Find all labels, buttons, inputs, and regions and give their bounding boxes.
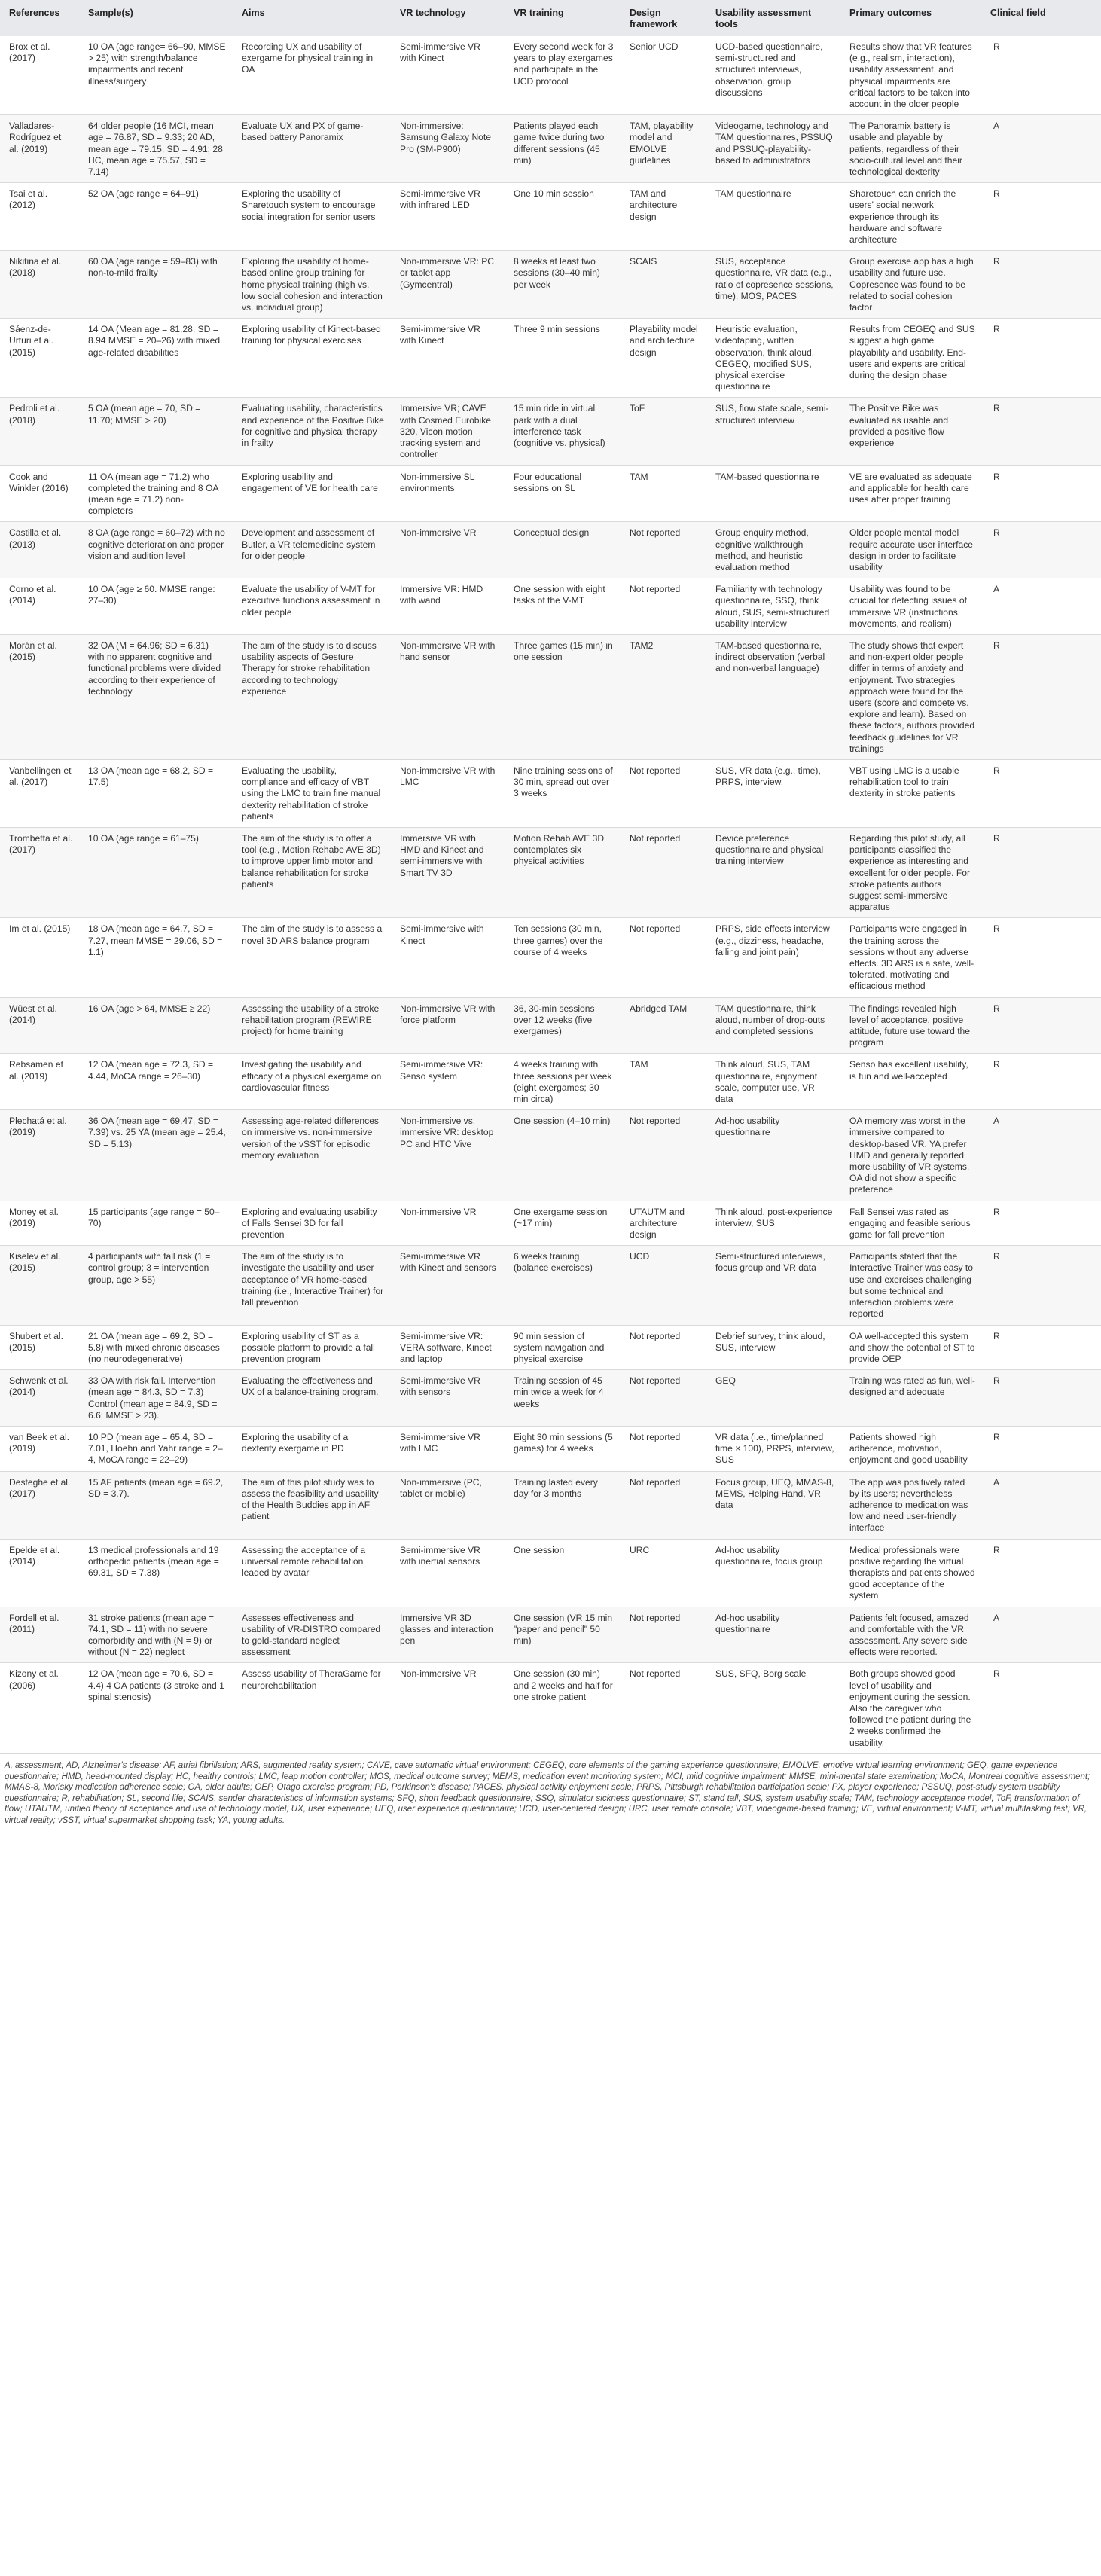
cell-primary-outcomes: VBT using LMC is a usable rehabilitation tool to train dexterity in stroke patients <box>840 759 981 827</box>
cell-vr-training: Nine training sessions of 30 min, spread out over 3 weeks <box>505 759 621 827</box>
cell-design-framework: Not reported <box>621 1426 706 1471</box>
cell-vr-training: 6 weeks training (balance exercises) <box>505 1246 621 1325</box>
cell-aims: Evaluate UX and PX of game-based battery Panoramix <box>233 115 391 183</box>
table-row <box>0 634 1101 759</box>
cell-aims: Assessing age-related differences on immersive vs. non-immersive version of the vSST for episodic memory evaluation <box>233 1110 391 1201</box>
cell-aims: Recording UX and usability of exergame for physical training in OA <box>233 36 391 115</box>
cell-aims: Exploring usability of ST as a possible platform to provide a fall prevention program <box>233 1325 391 1370</box>
table-row <box>0 398 1101 465</box>
cell-vr-technology: Non-immersive: Samsung Galaxy Note Pro (SM-P900) <box>391 115 505 183</box>
cell-aims: Assesses effectiveness and usability of VR-DISTRO compared to gold-standard neglect assessment <box>233 1607 391 1663</box>
cell-usability-tools: Think aloud, post-experience interview, SUS <box>706 1201 840 1246</box>
cell-vr-technology: Non-immersive VR <box>391 1663 505 1753</box>
cell-design-framework: TAM, playability model and EMOLVE guidelines <box>621 115 706 183</box>
cell-vr-technology: Semi-immersive VR: Senso system <box>391 1054 505 1110</box>
cell-aims: Exploring the usability of a dexterity exergame in PD <box>233 1426 391 1471</box>
cell-aims: Investigating the usability and efficacy of a physical exergame on cardiovascular fitness <box>233 1054 391 1110</box>
cell-vr-technology: Semi-immersive VR with Kinect and sensors <box>391 1246 505 1325</box>
cell-samples: 52 OA (age range = 64–91) <box>79 183 233 251</box>
cell-vr-technology: Semi-immersive VR with LMC <box>391 1426 505 1471</box>
cell-vr-training: One session with eight tasks of the V-MT <box>505 578 621 635</box>
cell-aims: Evaluating the effectiveness and UX of a balance-training program. <box>233 1370 391 1427</box>
cell-vr-technology: Semi-immersive VR with Kinect <box>391 36 505 115</box>
cell-usability-tools: VR data (i.e., time/planned time × 100), PRPS, interview, SUS <box>706 1426 840 1471</box>
cell-samples: 8 OA (age range = 60–72) with no cognitive deterioration and proper vision and audition level <box>79 522 233 578</box>
table-row <box>0 36 1101 115</box>
cell-usability-tools: SUS, acceptance questionnaire, VR data (e.g., ratio of copresence sessions, time), MOS, PACES <box>706 251 840 319</box>
cell-samples: 18 OA (mean age = 64.7, SD = 7.27, mean MMSE = 29.06, SD = 1.1) <box>79 918 233 997</box>
cell-vr-training: One session (VR 15 min "paper and pencil" 50 min) <box>505 1607 621 1663</box>
cell-usability-tools: Ad-hoc usability questionnaire, focus group <box>706 1539 840 1607</box>
cell-references: Sáenz-de-Urturi et al. (2015) <box>0 319 79 398</box>
cell-samples: 64 older people (16 MCI, mean age = 76.87, SD = 9.33; 20 AD, mean age = 79.15, SD = 4.91; 28 HC, mean age = 75.57, SD = 7.14) <box>79 115 233 183</box>
cell-primary-outcomes: Both groups showed good level of usability and enjoyment during the session. Also the caregiver who followed the patient during the 2 weeks confirmed the usability. <box>840 1663 981 1753</box>
cell-aims: Exploring usability of Kinect-based training for physical exercises <box>233 319 391 398</box>
cell-clinical-field: R <box>981 1539 1101 1607</box>
table-row <box>0 522 1101 578</box>
table-row <box>0 1539 1101 1607</box>
cell-references: Shubert et al. (2015) <box>0 1325 79 1370</box>
cell-samples: 31 stroke patients (mean age = 74.1, SD = 11) with no severe comorbidity and with (N = 9) or without (N = 22) neglect <box>79 1607 233 1663</box>
cell-usability-tools: Heuristic evaluation, videotaping, written observation, think aloud, CEGEQ, modified SUS, physical exercise questionnaire <box>706 319 840 398</box>
cell-references: Morán et al. (2015) <box>0 634 79 759</box>
cell-usability-tools: Videogame, technology and TAM questionnaires, PSSUQ and PSSUQ-playability-based to administrators <box>706 115 840 183</box>
cell-design-framework: Not reported <box>621 1325 706 1370</box>
cell-usability-tools: SUS, SFQ, Borg scale <box>706 1663 840 1753</box>
cell-vr-training: Training session of 45 min twice a week for 4 weeks <box>505 1370 621 1427</box>
cell-clinical-field: R <box>981 759 1101 827</box>
cell-clinical-field: R <box>981 36 1101 115</box>
cell-aims: The aim of the study is to investigate the usability and user acceptance of VR home-based training (i.e., Interactive Trainer) for fall prevention <box>233 1246 391 1325</box>
cell-vr-training: 90 min session of system navigation and physical exercise <box>505 1325 621 1370</box>
cell-design-framework: TAM and architecture design <box>621 183 706 251</box>
cell-vr-training: Ten sessions (30 min, three games) over the course of 4 weeks <box>505 918 621 997</box>
cell-vr-training: Four educational sessions on SL <box>505 465 621 522</box>
table-row <box>0 1325 1101 1370</box>
header-primary-outcomes: Primary outcomes <box>840 0 981 36</box>
table-row <box>0 997 1101 1054</box>
cell-clinical-field: A <box>981 1607 1101 1663</box>
cell-references: Money et al. (2019) <box>0 1201 79 1246</box>
cell-primary-outcomes: Usability was found to be crucial for detecting issues of immersive VR (instructions, movements, and realism) <box>840 578 981 635</box>
cell-vr-training: Motion Rehab AVE 3D contemplates six physical activities <box>505 827 621 917</box>
cell-clinical-field: R <box>981 251 1101 319</box>
cell-vr-technology: Non-immersive (PC, tablet or mobile) <box>391 1471 505 1539</box>
cell-samples: 11 OA (mean age = 71.2) who completed the training and 8 OA (mean age = 71.2) non-completers <box>79 465 233 522</box>
cell-primary-outcomes: Medical professionals were positive regarding the virtual therapists and patients showed good acceptance of the system <box>840 1539 981 1607</box>
header-vr-training: VR training <box>505 0 621 36</box>
cell-primary-outcomes: Regarding this pilot study, all participants classified the experience as interesting and excellent for older people. For stroke patients authors suggest semi-immersive apparatus <box>840 827 981 917</box>
cell-design-framework: TAM <box>621 1054 706 1110</box>
cell-aims: Evaluating the usability, compliance and efficacy of VBT using the LMC to train fine manual dexterity rehabilitation of stroke patients <box>233 759 391 827</box>
cell-design-framework: TAM2 <box>621 634 706 759</box>
table-row <box>0 1426 1101 1471</box>
cell-design-framework: Not reported <box>621 918 706 997</box>
cell-usability-tools: TAM questionnaire, think aloud, number of drop-outs and completed sessions <box>706 997 840 1054</box>
cell-primary-outcomes: VE are evaluated as adequate and applicable for health care uses after proper training <box>840 465 981 522</box>
cell-vr-technology: Semi-immersive with Kinect <box>391 918 505 997</box>
cell-clinical-field: R <box>981 997 1101 1054</box>
cell-vr-training: Patients played each game twice during two different sessions (45 min) <box>505 115 621 183</box>
cell-clinical-field: A <box>981 578 1101 635</box>
cell-aims: Assessing the usability of a stroke rehabilitation program (REWIRE project) for home training <box>233 997 391 1054</box>
cell-samples: 10 OA (age range = 61–75) <box>79 827 233 917</box>
cell-usability-tools: Think aloud, SUS, TAM questionnaire, enjoyment scale, computer use, VR data <box>706 1054 840 1110</box>
cell-vr-training: Three 9 min sessions <box>505 319 621 398</box>
cell-aims: Evaluating usability, characteristics and experience of the Positive Bike for cognitive and physical therapy in frailty <box>233 398 391 465</box>
cell-clinical-field: R <box>981 1663 1101 1753</box>
cell-references: Trombetta et al. (2017) <box>0 827 79 917</box>
cell-clinical-field: R <box>981 1325 1101 1370</box>
cell-vr-technology: Semi-immersive VR with inertial sensors <box>391 1539 505 1607</box>
table-row <box>0 465 1101 522</box>
cell-usability-tools: TAM questionnaire <box>706 183 840 251</box>
table-row <box>0 1110 1101 1201</box>
cell-vr-training: One exergame session (~17 min) <box>505 1201 621 1246</box>
cell-vr-technology: Immersive VR 3D glasses and interaction pen <box>391 1607 505 1663</box>
cell-design-framework: Not reported <box>621 759 706 827</box>
cell-references: Fordell et al. (2011) <box>0 1607 79 1663</box>
header-samples: Sample(s) <box>79 0 233 36</box>
cell-clinical-field: R <box>981 398 1101 465</box>
header-clinical-field: Clinical field <box>981 0 1101 36</box>
header-vr-technology: VR technology <box>391 0 505 36</box>
cell-aims: Assess usability of TheraGame for neurorehabilitation <box>233 1663 391 1753</box>
header-row <box>0 0 1101 36</box>
cell-clinical-field: R <box>981 319 1101 398</box>
cell-aims: Exploring the usability of home-based online group training for home physical training (high vs. low social cohesion and interaction vs. individual group) <box>233 251 391 319</box>
cell-vr-technology: Semi-immersive VR with infrared LED <box>391 183 505 251</box>
cell-usability-tools: Debrief survey, think aloud, SUS, interview <box>706 1325 840 1370</box>
table-footnote: A, assessment; AD, Alzheimer's disease; AF, atrial fibrillation; ARS, augmented reality system; CAVE, cave automatic virtual environment; CEGEQ, core elements of the gaming experience questionnaire; EMOLVE, emotive virtual learning environment; GEQ, game experience questionnaire; HMD, head-mounted display; HC, healthy controls; LMC, leap motion controller; MOS, medical outcome survey; MEMS, medication event monitoring system; MCI, mild cognitive impairment; MMSE, mini-mental state examination; MoCA, Montreal cognitive assessment; MMAS-8, Morisky medication adherence scale; OA, older adults; OEP, Otago exercise program; PD, Parkinson's disease; PACES, physical activity enjoyment scale; PRPS, Pittsburgh rehabilitation participation scale; PX, player experience; PSSUQ, post-study system usability questionnaire; R, rehabilitation; SL, second life; SCAIS, sender characteristics of information systems; SFQ, short feedback questionnaire; SSQ, simulator sickness questionnaire; ST, stand tall; SUS, system usability scale; TAM, technology acceptance model; ToF, transformation of flow; UTAUTM, unified theory of acceptance and use of technology model; UX, user experience; UEQ, user experience questionnaire; UCD, user-centered design; URC, user remote console; VBT, videogame-based training; VE, virtual environment; V-MT, virtual multitasking test; VR, virtual reality; vSST, virtual supermarket shopping task; YA, young adults. <box>5 1761 1090 1825</box>
cell-aims: The aim of the study is to discuss usability aspects of Gesture Therapy for stroke rehabilitation according to technology experience <box>233 634 391 759</box>
cell-vr-training: One session (4–10 min) <box>505 1110 621 1201</box>
cell-usability-tools: GEQ <box>706 1370 840 1427</box>
cell-clinical-field: R <box>981 183 1101 251</box>
table-row <box>0 183 1101 251</box>
cell-clinical-field: R <box>981 1246 1101 1325</box>
cell-usability-tools: Ad-hoc usability questionnaire <box>706 1110 840 1201</box>
cell-clinical-field: R <box>981 522 1101 578</box>
cell-primary-outcomes: The Positive Bike was evaluated as usable and provided a positive flow experience <box>840 398 981 465</box>
cell-references: Desteghe et al. (2017) <box>0 1471 79 1539</box>
cell-vr-training: One 10 min session <box>505 183 621 251</box>
cell-primary-outcomes: Fall Sensei was rated as engaging and feasible serious game for fall prevention <box>840 1201 981 1246</box>
cell-vr-training: 8 weeks at least two sessions (30–40 min) per week <box>505 251 621 319</box>
cell-samples: 10 OA (age ≥ 60. MMSE range: 27–30) <box>79 578 233 635</box>
cell-samples: 36 OA (mean age = 69.47, SD = 7.39) vs. 25 YA (mean age = 25.4, SD = 5.13) <box>79 1110 233 1201</box>
cell-design-framework: Senior UCD <box>621 36 706 115</box>
cell-samples: 60 OA (age range = 59–83) with non-to-mild frailty <box>79 251 233 319</box>
cell-samples: 15 AF patients (mean age = 69.2, SD = 3.7). <box>79 1471 233 1539</box>
cell-primary-outcomes: Sharetouch can enrich the users' social network experience through its hardware and software architecture <box>840 183 981 251</box>
table-row <box>0 1663 1101 1753</box>
cell-design-framework: Abridged TAM <box>621 997 706 1054</box>
cell-primary-outcomes: Older people mental model require accurate user interface design in order to facilitate usability <box>840 522 981 578</box>
cell-references: Kiselev et al. (2015) <box>0 1246 79 1325</box>
cell-references: Plechatá et al. (2019) <box>0 1110 79 1201</box>
cell-design-framework: ToF <box>621 398 706 465</box>
table-row <box>0 1246 1101 1325</box>
cell-references: Valladares-Rodríguez et al. (2019) <box>0 115 79 183</box>
table-row <box>0 827 1101 917</box>
cell-vr-technology: Non-immersive vs. immersive VR: desktop PC and HTC Vive <box>391 1110 505 1201</box>
cell-samples: 33 OA with risk fall. Intervention (mean age = 84.3, SD = 7.3) Control (mean age = 84.9, SD = 6.6; MMSE > 23). <box>79 1370 233 1427</box>
cell-vr-technology: Non-immersive SL environments <box>391 465 505 522</box>
cell-design-framework: Not reported <box>621 1471 706 1539</box>
cell-vr-training: Every second week for 3 years to play exergames and participate in the UCD protocol <box>505 36 621 115</box>
cell-vr-technology: Immersive VR: HMD with wand <box>391 578 505 635</box>
table-row <box>0 319 1101 398</box>
cell-references: Nikitina et al. (2018) <box>0 251 79 319</box>
cell-samples: 32 OA (M = 64.96; SD = 6.31) with no apparent cognitive and functional problems were divided according to their experience of technology <box>79 634 233 759</box>
cell-references: Castilla et al. (2013) <box>0 522 79 578</box>
cell-primary-outcomes: Patients felt focused, amazed and comfortable with the VR assessment. Any severe side effects were reported. <box>840 1607 981 1663</box>
cell-primary-outcomes: Results show that VR features (e.g., realism, interaction), usability assessment, and physical impairments are critical factors to be taken into account in the older people <box>840 36 981 115</box>
cell-vr-training: 36, 30-min sessions over 12 weeks (five exergames) <box>505 997 621 1054</box>
cell-usability-tools: Ad-hoc usability questionnaire <box>706 1607 840 1663</box>
cell-references: Cook and Winkler (2016) <box>0 465 79 522</box>
cell-design-framework: Not reported <box>621 827 706 917</box>
cell-design-framework: UTAUTM and architecture design <box>621 1201 706 1246</box>
cell-usability-tools: TAM-based questionnaire <box>706 465 840 522</box>
cell-primary-outcomes: Participants stated that the Interactive Trainer was easy to use and exercises challenging but some technical and interaction problems were reported <box>840 1246 981 1325</box>
cell-vr-technology: Non-immersive VR <box>391 522 505 578</box>
table-header <box>0 0 1101 36</box>
header-aims: Aims <box>233 0 391 36</box>
cell-usability-tools: TAM-based questionnaire, indirect observation (verbal and non-verbal language) <box>706 634 840 759</box>
cell-design-framework: Not reported <box>621 1607 706 1663</box>
cell-primary-outcomes: Training was rated as fun, well-designed and adequate <box>840 1370 981 1427</box>
cell-clinical-field: R <box>981 1370 1101 1427</box>
cell-clinical-field: R <box>981 634 1101 759</box>
cell-vr-technology: Immersive VR with HMD and Kinect and semi-immersive with Smart TV 3D <box>391 827 505 917</box>
cell-samples: 12 OA (mean age = 72.3, SD = 4.44, MoCA range = 26–30) <box>79 1054 233 1110</box>
cell-vr-training: Conceptual design <box>505 522 621 578</box>
cell-design-framework: Not reported <box>621 578 706 635</box>
cell-references: Kizony et al. (2006) <box>0 1663 79 1753</box>
cell-references: Tsai et al. (2012) <box>0 183 79 251</box>
cell-clinical-field: A <box>981 1471 1101 1539</box>
cell-vr-technology: Non-immersive VR <box>391 1201 505 1246</box>
cell-usability-tools: Focus group, UEQ, MMAS-8, MEMS, Helping Hand, VR data <box>706 1471 840 1539</box>
cell-aims: Assessing the acceptance of a universal remote rehabilitation leaded by avatar <box>233 1539 391 1607</box>
cell-samples: 21 OA (mean age = 69.2, SD = 5.8) with mixed chronic diseases (no neurodegenerative) <box>79 1325 233 1370</box>
cell-clinical-field: R <box>981 1201 1101 1246</box>
cell-design-framework: TAM <box>621 465 706 522</box>
table-row <box>0 1607 1101 1663</box>
cell-aims: The aim of the study is to offer a tool (e.g., Motion Rehabe AVE 3D) to improve upper limb motor and balance rehabilitation for stroke patients <box>233 827 391 917</box>
table-row <box>0 115 1101 183</box>
cell-primary-outcomes: The findings revealed high level of acceptance, positive attitude, future use toward the program <box>840 997 981 1054</box>
cell-primary-outcomes: The app was positively rated by its users; nevertheless adherence to medication was low and need user-friendly interface <box>840 1471 981 1539</box>
cell-design-framework: SCAIS <box>621 251 706 319</box>
cell-usability-tools: PRPS, side effects interview (e.g., dizziness, headache, falling and joint pain) <box>706 918 840 997</box>
cell-primary-outcomes: The Panoramix battery is usable and playable by patients, regardless of their socio-cultural level and their technological dexterity <box>840 115 981 183</box>
cell-vr-training: Eight 30 min sessions (5 games) for 4 weeks <box>505 1426 621 1471</box>
cell-references: Schwenk et al. (2014) <box>0 1370 79 1427</box>
cell-references: Im et al. (2015) <box>0 918 79 997</box>
cell-primary-outcomes: Senso has excellent usability, is fun and well-accepted <box>840 1054 981 1110</box>
cell-design-framework: URC <box>621 1539 706 1607</box>
cell-aims: Development and assessment of Butler, a VR telemedicine system for older people <box>233 522 391 578</box>
cell-design-framework: Not reported <box>621 1663 706 1753</box>
cell-samples: 5 OA (mean age = 70, SD = 11.70; MMSE > 20) <box>79 398 233 465</box>
cell-references: Pedroli et al. (2018) <box>0 398 79 465</box>
cell-vr-technology: Semi-immersive VR with Kinect <box>391 319 505 398</box>
table-row <box>0 1201 1101 1246</box>
cell-samples: 15 participants (age range = 50–70) <box>79 1201 233 1246</box>
cell-primary-outcomes: Group exercise app has a high usability and future use. Copresence was found to be related to social cohesion factor <box>840 251 981 319</box>
cell-references: Wüest et al. (2014) <box>0 997 79 1054</box>
cell-vr-technology: Non-immersive VR with hand sensor <box>391 634 505 759</box>
cell-primary-outcomes: OA well-accepted this system and show the potential of ST to provide OEP <box>840 1325 981 1370</box>
cell-samples: 13 medical professionals and 19 orthopedic patients (mean age = 69.31, SD = 7.38) <box>79 1539 233 1607</box>
cell-references: Corno et al. (2014) <box>0 578 79 635</box>
cell-references: Brox et al. (2017) <box>0 36 79 115</box>
cell-references: Epelde et al. (2014) <box>0 1539 79 1607</box>
cell-vr-training: One session (30 min) and 2 weeks and half for one stroke patient <box>505 1663 621 1753</box>
cell-references: van Beek et al. (2019) <box>0 1426 79 1471</box>
cell-clinical-field: R <box>981 1426 1101 1471</box>
header-usability-tools: Usability assessment tools <box>706 0 840 36</box>
cell-usability-tools: Semi-structured interviews, focus group and VR data <box>706 1246 840 1325</box>
cell-vr-training: Three games (15 min) in one session <box>505 634 621 759</box>
table-row <box>0 1054 1101 1110</box>
cell-samples: 4 participants with fall risk (1 = control group; 3 = intervention group, age > 55) <box>79 1246 233 1325</box>
cell-aims: Exploring usability and engagement of VE for health care <box>233 465 391 522</box>
cell-design-framework: UCD <box>621 1246 706 1325</box>
cell-samples: 10 PD (mean age = 65.4, SD = 7.01, Hoehn and Yahr range = 2–4, MoCA range = 22–29) <box>79 1426 233 1471</box>
cell-design-framework: Playability model and architecture design <box>621 319 706 398</box>
cell-clinical-field: R <box>981 465 1101 522</box>
cell-usability-tools: SUS, flow state scale, semi-structured interview <box>706 398 840 465</box>
cell-primary-outcomes: Participants were engaged in the training across the sessions without any adverse effects. 3D ARS is a safe, well-tolerated, motivating and efficacious method <box>840 918 981 997</box>
table-row <box>0 918 1101 997</box>
cell-clinical-field: A <box>981 1110 1101 1201</box>
cell-clinical-field: A <box>981 115 1101 183</box>
cell-usability-tools: Group enquiry method, cognitive walkthrough method, and heuristic evaluation method <box>706 522 840 578</box>
cell-primary-outcomes: OA memory was worst in the immersive compared to desktop-based VR. YA prefer HMD and generally reported more usability of VR systems. OA did not show a specific preference <box>840 1110 981 1201</box>
cell-samples: 16 OA (age > 64, MMSE ≥ 22) <box>79 997 233 1054</box>
cell-aims: The aim of this pilot study was to assess the feasibility and usability of the Health Buddies app in AF patient <box>233 1471 391 1539</box>
cell-vr-technology: Immersive VR; CAVE with Cosmed Eurobike 320, Vicon motion tracking system and controller <box>391 398 505 465</box>
cell-samples: 14 OA (Mean age = 81.28, SD = 8.94 MMSE = 20–26) with mixed age-related disabilities <box>79 319 233 398</box>
cell-primary-outcomes: The study shows that expert and non-expert older people differ in terms of anxiety and enjoyment. Two strategies approach were found for the users (score and compete vs. explore and learn). Based on these factors, authors provided feedback guidelines for VR trainings <box>840 634 981 759</box>
cell-aims: Exploring and evaluating usability of Falls Sensei 3D for fall prevention <box>233 1201 391 1246</box>
cell-usability-tools: UCD-based questionnaire, semi-structured and structured interviews, observation, group discussions <box>706 36 840 115</box>
cell-aims: Evaluate the usability of V-MT for executive functions assessment in older people <box>233 578 391 635</box>
cell-usability-tools: SUS, VR data (e.g., time), PRPS, interview. <box>706 759 840 827</box>
cell-references: Vanbellingen et al. (2017) <box>0 759 79 827</box>
cell-clinical-field: R <box>981 1054 1101 1110</box>
cell-aims: The aim of the study is to assess a novel 3D ARS balance program <box>233 918 391 997</box>
cell-vr-technology: Non-immersive VR with LMC <box>391 759 505 827</box>
cell-primary-outcomes: Patients showed high adherence, motivation, enjoyment and good usability <box>840 1426 981 1471</box>
table-row <box>0 759 1101 827</box>
cell-samples: 13 OA (mean age = 68.2, SD = 17.5) <box>79 759 233 827</box>
cell-vr-training: Training lasted every day for 3 months <box>505 1471 621 1539</box>
cell-vr-training: 15 min ride in virtual park with a dual interference task (cognitive vs. physical) <box>505 398 621 465</box>
header-references: References <box>0 0 79 36</box>
table-row <box>0 1370 1101 1427</box>
table-body <box>0 36 1101 1753</box>
table-row <box>0 578 1101 635</box>
table-row <box>0 251 1101 319</box>
cell-primary-outcomes: Results from CEGEQ and SUS suggest a high game playability and usability. End-users and experts are critical during the design phase <box>840 319 981 398</box>
cell-vr-training: One session <box>505 1539 621 1607</box>
table-row <box>0 1471 1101 1539</box>
cell-vr-technology: Non-immersive VR: PC or tablet app (Gymcentral) <box>391 251 505 319</box>
header-design-framework: Design framework <box>621 0 706 36</box>
cell-clinical-field: R <box>981 827 1101 917</box>
cell-vr-technology: Semi-immersive VR with sensors <box>391 1370 505 1427</box>
cell-design-framework: Not reported <box>621 1370 706 1427</box>
cell-clinical-field: R <box>981 918 1101 997</box>
cell-samples: 12 OA (mean age = 70.6, SD = 4.4) 4 OA patients (3 stroke and 1 spinal stenosis) <box>79 1663 233 1753</box>
cell-vr-technology: Semi-immersive VR: VERA software, Kinect and laptop <box>391 1325 505 1370</box>
cell-vr-training: 4 weeks training with three sessions per week (eight exergames; 30 min circa) <box>505 1054 621 1110</box>
cell-design-framework: Not reported <box>621 522 706 578</box>
cell-design-framework: Not reported <box>621 1110 706 1201</box>
cell-samples: 10 OA (age range= 66–90, MMSE > 25) with strength/balance impairments and recent illness/surgery <box>79 36 233 115</box>
cell-vr-technology: Non-immersive VR with force platform <box>391 997 505 1054</box>
cell-references: Rebsamen et al. (2019) <box>0 1054 79 1110</box>
cell-usability-tools: Device preference questionnaire and physical training interview <box>706 827 840 917</box>
cell-aims: Exploring the usability of Sharetouch system to encourage social integration for senior users <box>233 183 391 251</box>
cell-usability-tools: Familiarity with technology questionnaire, SSQ, think aloud, SUS, semi-structured usability interview <box>706 578 840 635</box>
